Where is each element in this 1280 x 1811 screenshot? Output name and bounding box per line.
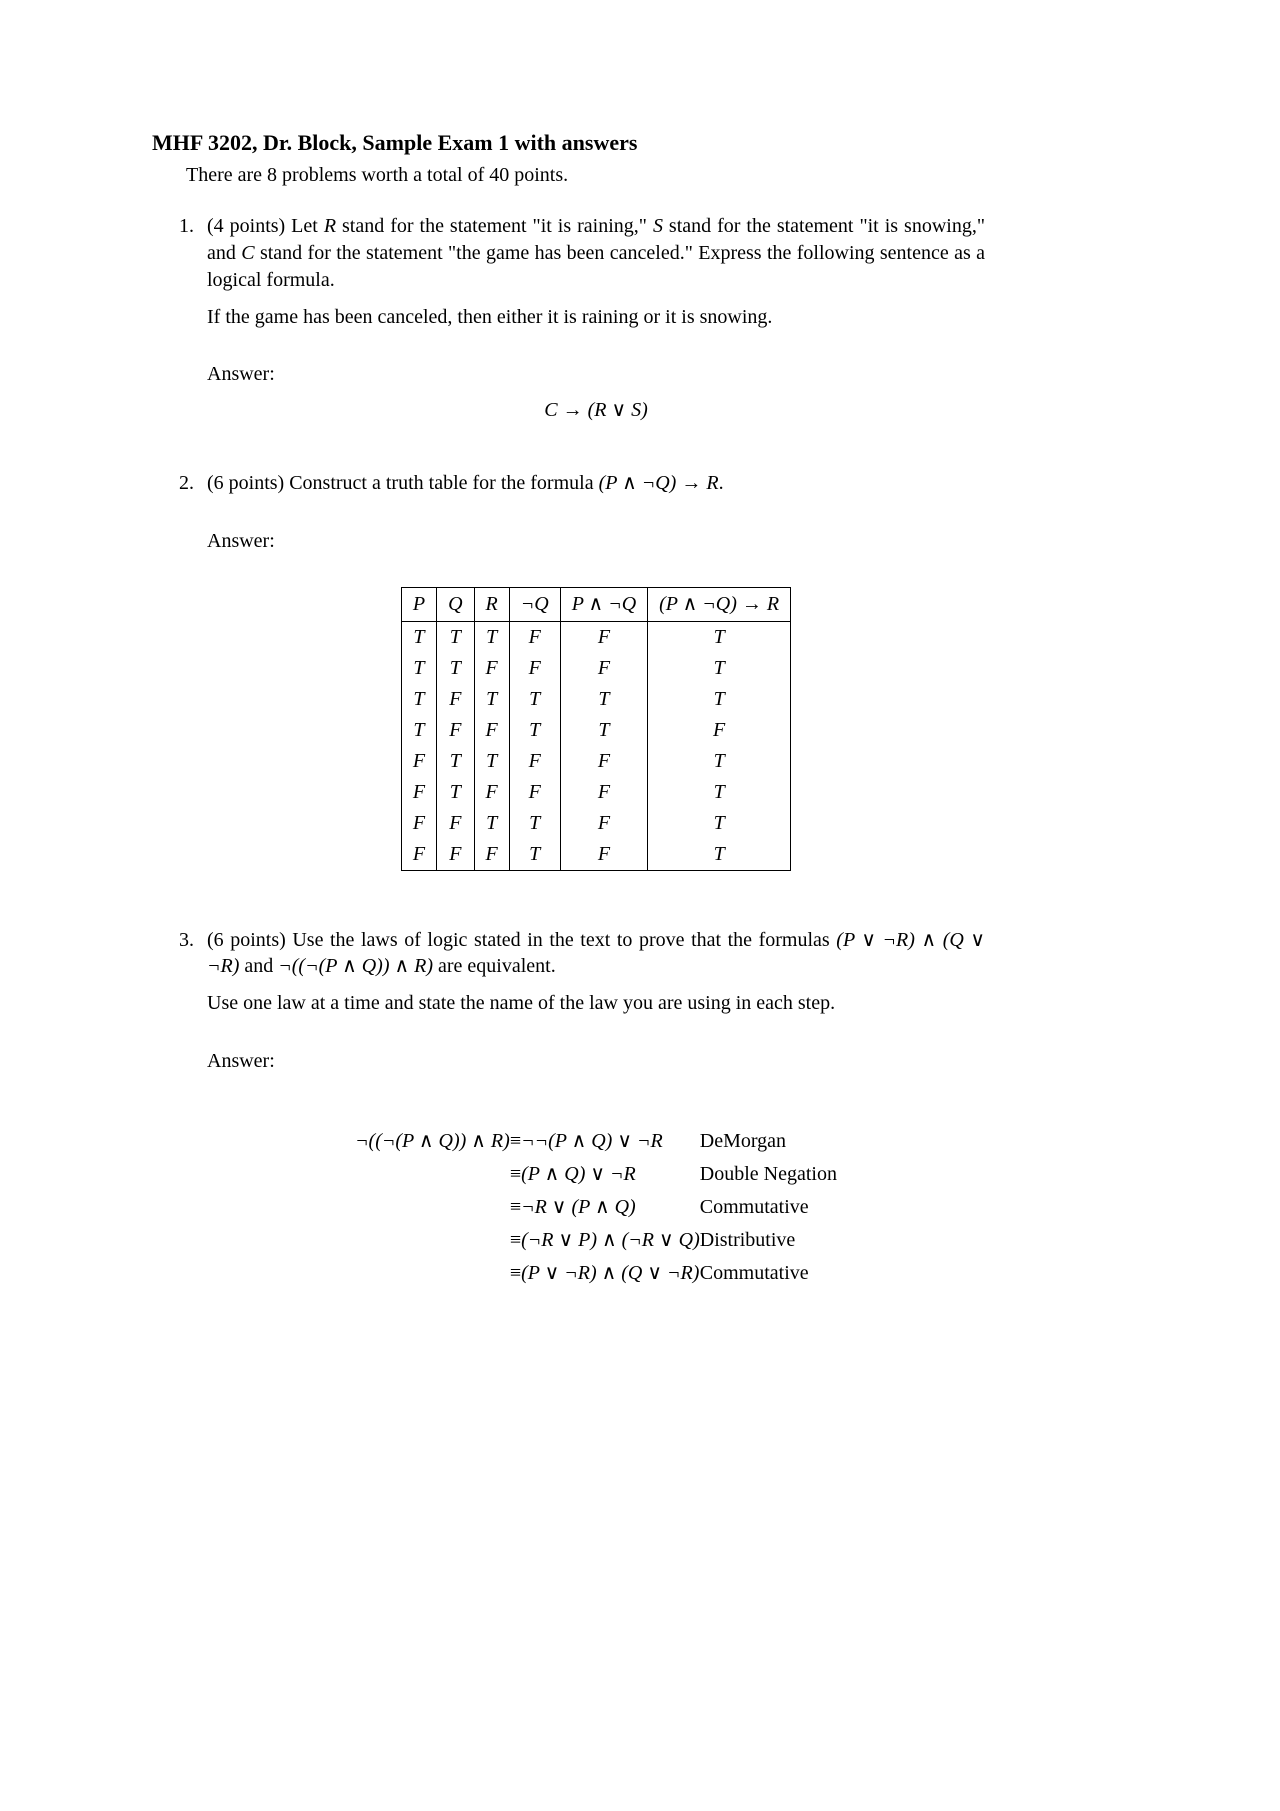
problem-1-answer-formula: C → (R ∨ S) [544, 399, 648, 422]
derivation-lhs [355, 1257, 510, 1290]
truth-table-cell: F [560, 653, 647, 684]
derivation-law-name: Commutative [699, 1195, 809, 1218]
truth-table-cell: F [474, 715, 509, 746]
derivation-rhs: (P ∧ Q) ∨ ¬R [521, 1162, 636, 1185]
truth-table-cell: F [509, 746, 560, 777]
problem-3-number: 3. [179, 928, 194, 951]
truth-table-cell: T [401, 715, 436, 746]
math-segment: ¬((¬(P ∧ Q)) ∧ R) [278, 955, 434, 978]
derivation-law-name: DeMorgan [699, 1129, 787, 1152]
truth-table-cell: F [401, 839, 436, 871]
truth-table-cell: T [401, 653, 436, 684]
truth-table-row [401, 808, 790, 839]
derivation-law-name: Distributive [699, 1228, 796, 1251]
text-segment: (6 points) Construct a truth table for the formula [207, 472, 599, 495]
truth-table-header-cell: ¬Q [509, 587, 560, 621]
derivation-law-name: Double Negation [699, 1162, 837, 1185]
problem-1-sentence: If the game has been canceled, then either it is raining or it is snowing. [207, 305, 773, 328]
truth-table-row [401, 746, 790, 777]
truth-table-cell: T [648, 808, 791, 839]
math-segment: (P ∧ ¬Q) → R [598, 472, 719, 495]
derivation-lhs [355, 1191, 510, 1224]
derivation-equiv-symbol: ≡ [509, 1228, 522, 1251]
truth-table-cell: T [509, 684, 560, 715]
truth-table-cell: T [401, 621, 436, 653]
derivation-body [355, 1125, 837, 1290]
truth-table-cell: F [437, 839, 474, 871]
truth-table-row [401, 653, 790, 684]
truth-table-cell: T [437, 653, 474, 684]
text-segment: stand for the statement "it is snowing," and [207, 215, 985, 265]
derivation-row [355, 1257, 837, 1290]
derivation-rhs: ¬R ∨ (P ∧ Q) [521, 1195, 636, 1218]
problem-3 [152, 927, 985, 1290]
truth-table-cell: F [509, 777, 560, 808]
problem-1-answer-label: Answer: [207, 363, 275, 386]
truth-table-row [401, 777, 790, 808]
truth-table-cell: T [648, 653, 791, 684]
derivation-equiv-symbol: ≡ [509, 1129, 522, 1152]
problem-1-body [207, 213, 985, 424]
text-segment: stand for the statement "the game has been canceled." Express the following sentence as a logical formula. [207, 242, 985, 291]
derivation-lhs [355, 1224, 510, 1257]
truth-table-cell: F [648, 715, 791, 746]
derivation-row [355, 1191, 837, 1224]
derivation-lhs [355, 1158, 510, 1191]
truth-table-cell: T [648, 621, 791, 653]
truth-table-cell: F [474, 777, 509, 808]
problem-3-body [207, 927, 985, 1290]
truth-table-cell: F [401, 777, 436, 808]
text-segment: (4 points) Let [207, 215, 324, 238]
derivation-rhs: ¬¬(P ∧ Q) ∨ ¬R [521, 1129, 663, 1152]
text-segment: and [239, 955, 279, 978]
problem-3-answer-label: Answer: [207, 1050, 275, 1073]
truth-table-cell: T [648, 746, 791, 777]
derivation-row [355, 1224, 837, 1257]
truth-table-cell: F [474, 653, 509, 684]
derivation-row [355, 1125, 837, 1158]
truth-table [401, 587, 791, 871]
problem-3-instruction: Use one law at a time and state the name of the law you are using in each step. [207, 992, 836, 1015]
truth-table-cell: F [401, 746, 436, 777]
truth-table-cell: T [474, 621, 509, 653]
truth-table-row [401, 621, 790, 653]
truth-table-cell: T [474, 746, 509, 777]
problem-2-number: 2. [179, 472, 194, 495]
truth-table-header-row [401, 587, 790, 621]
exam-title: MHF 3202, Dr. Block, Sample Exam 1 with answers [152, 130, 638, 155]
derivation-equiv-symbol: ≡ [509, 1162, 522, 1185]
truth-table-cell: T [474, 684, 509, 715]
math-segment: S [652, 215, 663, 238]
problem-3-text [207, 927, 985, 981]
truth-table-cell: T [560, 715, 647, 746]
exam-content [152, 128, 985, 1290]
derivation-lhs: ¬((¬(P ∧ Q)) ∧ R) [355, 1129, 510, 1152]
truth-table-cell: F [509, 653, 560, 684]
truth-table-cell: T [437, 621, 474, 653]
problem-2 [152, 470, 985, 871]
math-segment: C [241, 242, 255, 265]
problem-2-answer-label: Answer: [207, 529, 275, 552]
truth-table-cell: T [401, 684, 436, 715]
truth-table-cell: T [509, 808, 560, 839]
text-segment: . [718, 472, 724, 495]
text-segment: are equivalent. [433, 955, 556, 978]
truth-table-header-cell: P ∧ ¬Q [560, 587, 647, 621]
truth-table-cell: F [560, 808, 647, 839]
truth-table-header-cell: Q [437, 587, 474, 621]
truth-table-row [401, 684, 790, 715]
truth-table-cell: F [560, 746, 647, 777]
truth-table-cell: F [437, 715, 474, 746]
exam-subtitle: There are 8 problems worth a total of 40 points. [186, 164, 569, 187]
derivation-rhs: (¬R ∨ P) ∧ (¬R ∨ Q) [521, 1228, 700, 1251]
truth-table-cell: F [560, 777, 647, 808]
derivation-equiv-symbol: ≡ [509, 1261, 522, 1284]
truth-table-cell: F [474, 839, 509, 871]
problem-1 [152, 213, 985, 424]
truth-table-cell: F [560, 621, 647, 653]
derivation-law-name: Commutative [699, 1261, 809, 1284]
truth-table-cell: T [509, 715, 560, 746]
truth-table-cell: F [560, 839, 647, 871]
truth-table-cell: T [474, 808, 509, 839]
truth-table-row [401, 839, 790, 871]
text-segment: stand for the statement "it is raining," [336, 215, 653, 238]
truth-table-cell: T [648, 684, 791, 715]
truth-table-header-cell: P [401, 587, 436, 621]
math-segment: (P ∨ ¬R) ∧ (Q ∨ ¬R) [207, 928, 985, 978]
derivation-row [355, 1158, 837, 1191]
truth-table-cell: T [648, 777, 791, 808]
truth-table-cell: F [509, 621, 560, 653]
truth-table-cell: T [437, 777, 474, 808]
derivation-rhs: (P ∨ ¬R) ∧ (Q ∨ ¬R) [521, 1261, 700, 1284]
truth-table-cell: T [648, 839, 791, 871]
problem-2-body [207, 470, 985, 871]
problem-1-number: 1. [179, 215, 194, 238]
truth-table-cell: F [437, 684, 474, 715]
truth-table-cell: T [437, 746, 474, 777]
problem-1-text [207, 213, 985, 293]
math-segment: R [323, 215, 337, 238]
derivation-equiv-symbol: ≡ [509, 1195, 522, 1218]
truth-table-cell: T [560, 684, 647, 715]
truth-table-header-cell: (P ∧ ¬Q) → R [648, 587, 791, 621]
truth-table-cell: T [509, 839, 560, 871]
equivalence-derivation [355, 1125, 837, 1290]
truth-table-header-cell: R [474, 587, 509, 621]
truth-table-cell: F [437, 808, 474, 839]
truth-table-row [401, 715, 790, 746]
text-segment: (6 points) Use the laws of logic stated in the text to prove that the formulas [207, 928, 837, 951]
truth-table-head [401, 587, 790, 621]
problem-2-text [207, 470, 985, 497]
truth-table-cell: F [401, 808, 436, 839]
truth-table-body [401, 621, 790, 870]
